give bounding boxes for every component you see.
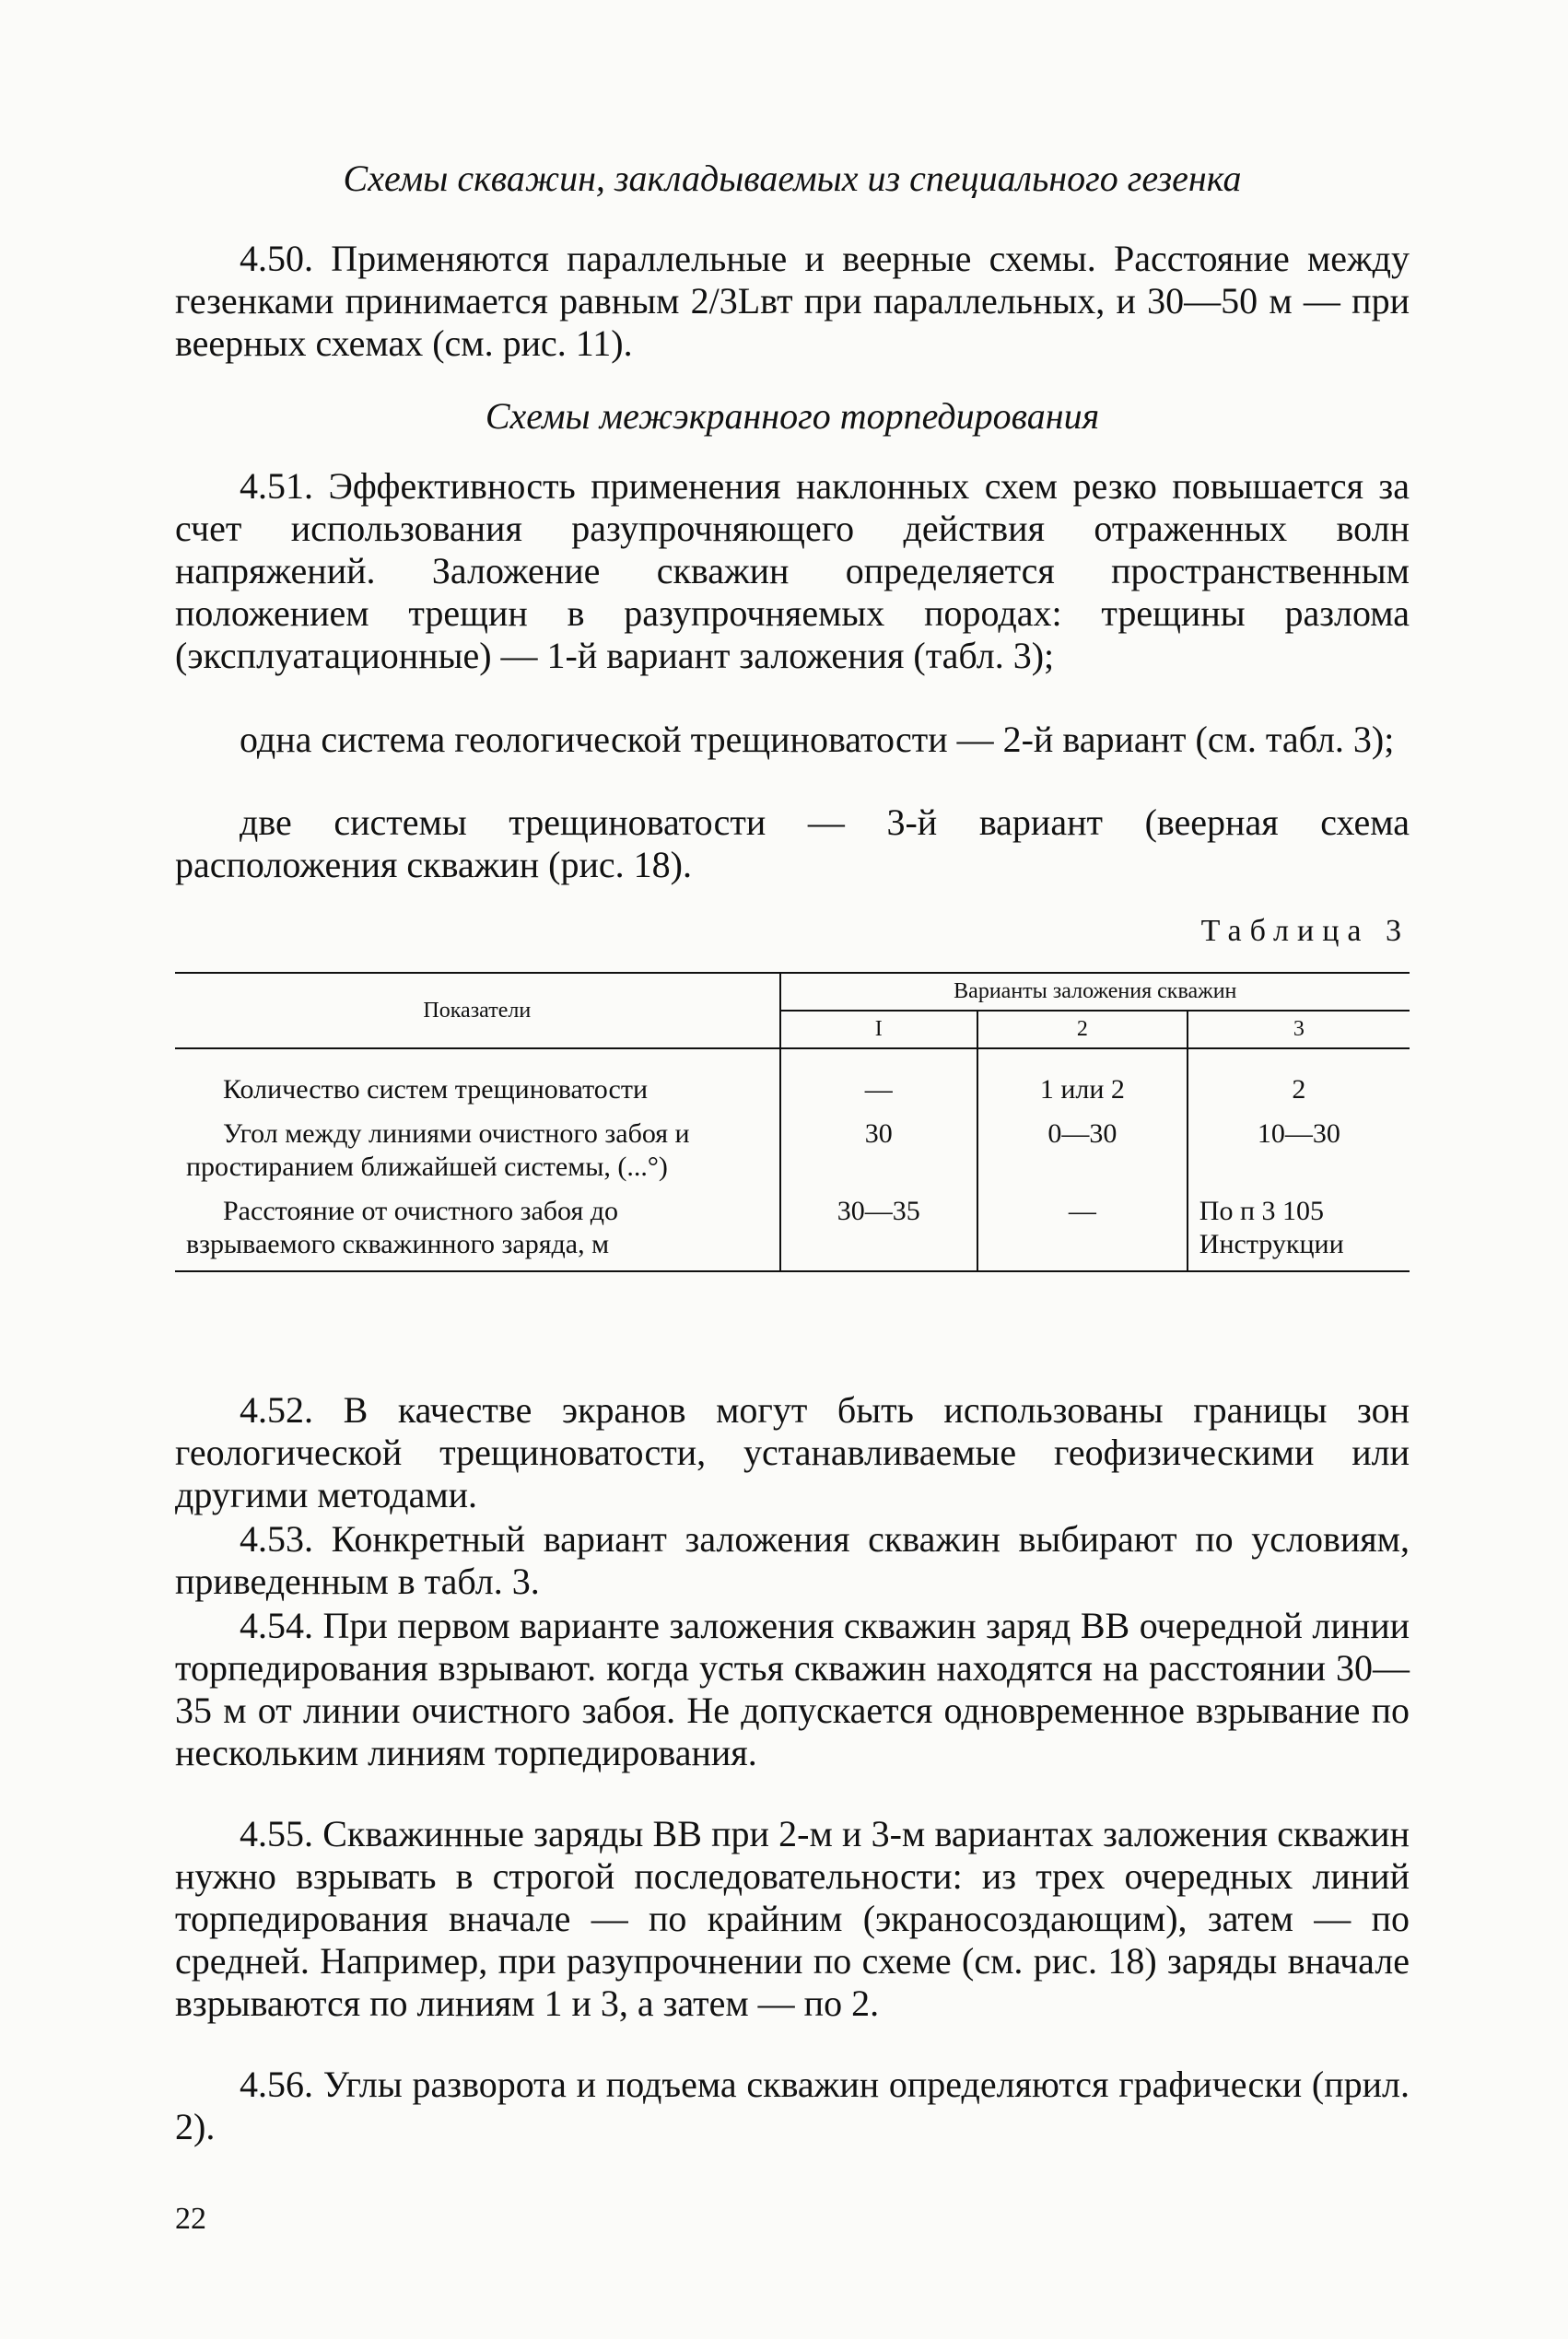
table-cell-label: Угол между линиями очистного забоя и простиранием ближайшей системы, (...°) <box>186 1118 690 1182</box>
paragraph-4-54: 4.54. При первом варианте заложения скважин заряд ВВ очередной линии торпедирования взрывают. когда устья скважин находятся на расстоянии 30—35 м от линии очистного забоя. Не допускается одновременное взрывание по нескольким линиям торпедирования. <box>175 1605 1410 1773</box>
table-row <box>175 1048 1410 1112</box>
table-cell-v3: 2 <box>1188 1048 1410 1112</box>
paragraph-variant-2: одна система геологической трещиноватости — 2-й вариант (см. табл. 3); <box>240 719 1395 760</box>
table-caption: Таблица 3 <box>1200 914 1410 948</box>
table-cell-v1: — <box>780 1048 977 1112</box>
table-header-variants: Варианты заложения скважин <box>780 973 1410 1011</box>
table-3 <box>175 972 1410 1272</box>
table-row <box>175 1112 1410 1189</box>
table-header-variant-3: 3 <box>1188 1011 1410 1048</box>
table-cell-v3: 10—30 <box>1188 1112 1410 1189</box>
paragraph-4-55: 4.55. Скважинные заряды ВВ при 2-м и 3-м вариантах заложения скважин нужно взрывать в строгой последовательности: из трех очередных линий торпедирования вначале — по крайним (экраносоздающим), затем — по средней. Например, при разупрочнении по схеме (см. рис. 18) заряды вначале взрываются по линиям 1 и 3, а затем — по 2. <box>175 1813 1410 2024</box>
paragraph-4-56: 4.56. Углы разворота и подъема скважин определяются графически (прил. 2). <box>175 2064 1410 2147</box>
table-header-indicators: Показатели <box>175 973 780 1048</box>
table-cell-v3: По п 3 105 Инструкции <box>1188 1189 1410 1271</box>
table-cell-v1: 30 <box>780 1112 977 1189</box>
paragraph-4-52: 4.52. В качестве экранов могут быть использованы границы зон геологической трещиноватости, устанавливаемые геофизическими или другими методами. <box>175 1389 1410 1515</box>
page-number: 22 <box>175 2202 206 2236</box>
paragraph-4-53: 4.53. Конкретный вариант заложения скважин выбирают по условиям, приведенным в табл. 3. <box>175 1518 1410 1602</box>
section-heading-gezenk: Схемы скважин, закладываемых из специального гезенка <box>343 158 1242 199</box>
table-cell-v2: 0—30 <box>977 1112 1188 1189</box>
table-header-variant-2: 2 <box>977 1011 1188 1048</box>
table-cell-label: Расстояние от очистного забоя до взрываемого скважинного заряда, м <box>186 1196 619 1259</box>
table-cell-label: Количество систем трещиноватости <box>223 1074 649 1105</box>
paragraph-4-51: 4.51. Эффективность применения наклонных схем резко повышается за счет использования разупрочняющего действия отраженных волн напряжений. Заложение скважин определяется пространственным положением трещин в разупрочняемых породах: трещины разлома (эксплуатационные) — 1-й вариант заложения (табл. 3); <box>175 465 1410 676</box>
table-cell-v2: 1 или 2 <box>977 1048 1188 1112</box>
table-header-variant-1: I <box>780 1011 977 1048</box>
table-cell-v2: — <box>977 1189 1188 1271</box>
table-row <box>175 1189 1410 1271</box>
paragraph-4-50: 4.50. Применяются параллельные и веерные схемы. Расстояние между гезенками принимается равным 2/3Lвт при параллельных, и 30—50 м — при веерных схемах (см. рис. 11). <box>175 238 1410 364</box>
table-cell-v1: 30—35 <box>780 1189 977 1271</box>
section-heading-mezhekrannoe: Схемы межэкранного торпедирования <box>485 395 1100 437</box>
paragraph-variant-3: две системы трещиноватости — 3-й вариант (веерная схема расположения скважин (рис. 18). <box>175 801 1410 885</box>
